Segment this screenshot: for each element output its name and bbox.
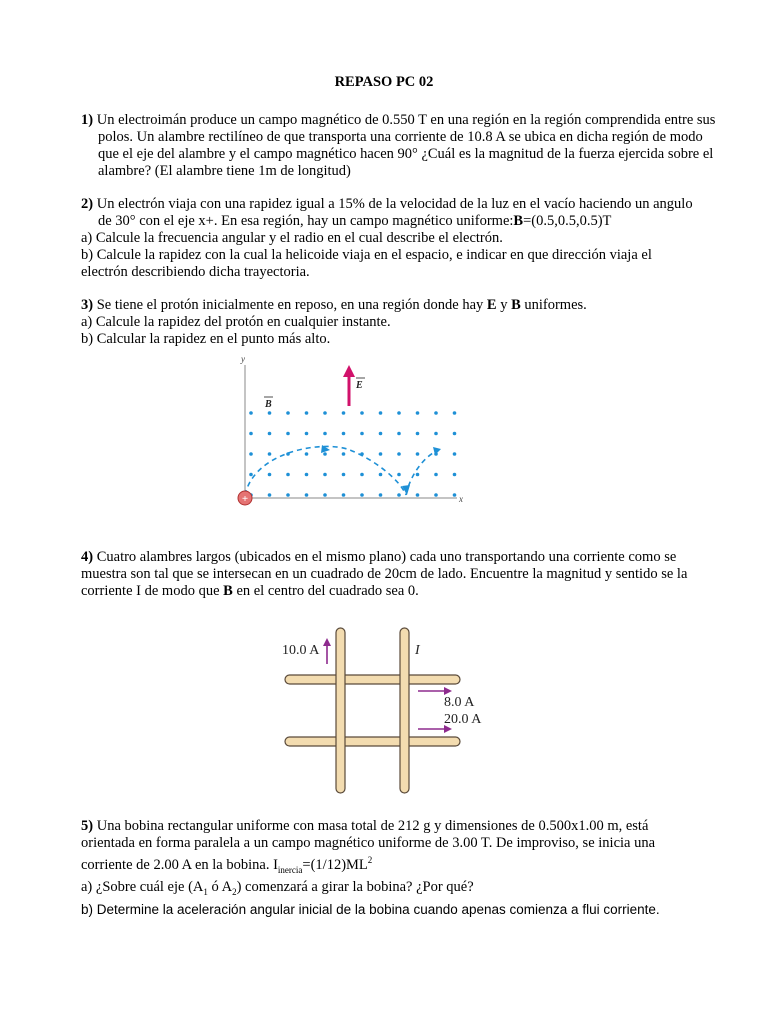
problem-5: [81, 818, 701, 918]
b-field-dot: [323, 493, 327, 497]
b-field-dot: [360, 432, 364, 436]
b-field-dot: [286, 411, 290, 415]
problem-5-number: 5): [81, 818, 94, 834]
problem-2-field-value: =(0.5,0.5,0.5)T: [523, 213, 612, 229]
e-field-arrowhead: [343, 365, 355, 377]
b-field-dot: [434, 493, 438, 497]
b-field-dot: [379, 493, 383, 497]
b-field-dot: [397, 493, 401, 497]
b-field-dot: [342, 432, 346, 436]
problem-3-part-a: a) Calcule la rapidez del protón en cualquier instante.: [81, 314, 391, 330]
b-field-dot: [416, 432, 420, 436]
b-field-dot: [397, 473, 401, 477]
problem-5-part-b: b) Determine la aceleración angular inicial de la bobina cuando apenas comienza a flui corriente.: [81, 901, 660, 917]
b-field-dot: [453, 452, 457, 456]
problem-2: [81, 196, 701, 281]
b-field-dot: [249, 452, 253, 456]
cross-overlap-1: [337, 675, 344, 684]
b-field-dot: [305, 493, 309, 497]
b-field-dot: [379, 452, 383, 456]
current-label-20a: 20.0 A: [444, 712, 482, 727]
b-field-dot: [268, 411, 272, 415]
e-field-label: E: [356, 380, 363, 391]
inertia-superscript: 2: [367, 855, 373, 865]
part-a-start: a) ¿Sobre cuál eje (A: [81, 878, 204, 895]
current-label-i: I: [415, 643, 420, 658]
problem-4-text-end: en el centro del cuadrado sea 0.: [236, 583, 419, 599]
b-field-dot: [379, 432, 383, 436]
b-field-dot: [323, 473, 327, 477]
problem-2-text: Un electrón viaja con una rapidez igual a 15% de la velocidad de la luz en el vacío haciendo un angulo de 30° con el eje x+. En esa región, hay un campo magnético uniforme:: [96, 196, 693, 229]
trajectory-arc-2: [406, 450, 439, 495]
part-a-sub1: 1: [203, 886, 208, 897]
y-axis-label: y: [241, 354, 245, 364]
b-field-dot: [268, 432, 272, 436]
cross-overlap-2: [401, 675, 408, 684]
b-field-dot: [434, 473, 438, 477]
b-field-dot: [416, 473, 420, 477]
proton-charge-sign: +: [241, 493, 249, 505]
b-field-dot: [342, 411, 346, 415]
b-field-dot: [379, 473, 383, 477]
b-field-dot: [379, 411, 383, 415]
vertical-wire-right: [400, 628, 409, 793]
problem-3-number: 3): [81, 297, 94, 313]
b-field-dot: [342, 493, 346, 497]
b-field-dot: [342, 452, 346, 456]
b-field-dot: [360, 411, 364, 415]
problem-3-b-symbol: B: [511, 297, 521, 313]
horizontal-wire-bottom: [285, 737, 460, 746]
current-arrowhead-8a: [444, 687, 452, 695]
b-field-dot: [268, 493, 272, 497]
problem-2-part-a: a) Calcule la frecuencia angular y el radio en el cual describe el electrón.: [81, 230, 503, 246]
b-field-dot: [360, 493, 364, 497]
problem-1: [81, 112, 718, 180]
b-field-dot: [416, 493, 420, 497]
b-field-dot: [360, 473, 364, 477]
inertia-equation: =(1/12)ML: [302, 856, 368, 873]
problem-5-text: Una bobina rectangular uniforme con masa total de 212 g y dimensiones de 0.500x1.00 m, está orientada en forma paralela a un campo magnético uniforme de 3.00 T. De improviso, se inicia una corriente de 2.00 A en la bobina.: [81, 818, 656, 873]
b-field-dot: [305, 432, 309, 436]
b-field-dot: [342, 473, 346, 477]
b-field-dot: [305, 411, 309, 415]
b-field-dot: [434, 411, 438, 415]
problem-2-number: 2): [81, 196, 94, 212]
problem-3-and: y: [500, 297, 508, 313]
x-axis-label: x: [459, 494, 463, 504]
b-field-dots: [249, 411, 456, 497]
current-label-10a: 10.0 A: [282, 643, 320, 658]
problem-3-text: Se tiene el protón inicialmente en reposo, en una región donde hay: [96, 297, 484, 313]
b-field-dot: [286, 473, 290, 477]
problem-4: [81, 549, 701, 600]
b-field-dot: [323, 452, 327, 456]
b-field-dot: [416, 452, 420, 456]
vertical-wire-left: [336, 628, 345, 793]
b-field-dot: [397, 452, 401, 456]
b-field-dot: [323, 411, 327, 415]
b-field-dot: [434, 432, 438, 436]
proton-field-figure: [225, 350, 475, 515]
problem-1-text: Un electroimán produce un campo magnético de 0.550 T en una región en la región comprendida entre sus polos. Un alambre rectilíneo de que transporta una corriente de 10.8 A se ubica en dicha región de modo que el eje del alambre y el campo magnético hacen 90° ¿Cuál es la magnitud de la fuerza ejercida sobre el alambre? (El alambre tiene 1m de longitud): [96, 112, 716, 179]
part-a-end: ) comenzará a girar la bobina? ¿Por qué?: [236, 878, 474, 895]
b-field-dot: [249, 432, 253, 436]
b-field-dot: [397, 432, 401, 436]
problem-5-part-a: [81, 879, 701, 901]
inertia-subscript: inercia: [277, 864, 303, 875]
b-field-dot: [305, 473, 309, 477]
b-field-dot: [323, 432, 327, 436]
b-field-dot: [249, 473, 253, 477]
problem-2-part-b: b) Calcule la rapidez con la cual la helicoide viaja en el espacio, e indicar en que dirección viaja el electrón describiendo dicha trayectoria.: [81, 247, 652, 280]
b-field-dot: [453, 432, 457, 436]
b-field-label: B: [265, 399, 272, 410]
b-field-dot: [268, 452, 272, 456]
problem-2-field-symbol: B: [513, 213, 524, 229]
inertia-formula: [273, 857, 372, 873]
cross-overlap-4: [401, 737, 408, 746]
part-a-sub2: 2: [232, 886, 237, 897]
problem-1-number: 1): [81, 112, 94, 128]
b-field-dot: [453, 493, 457, 497]
problem-3: [81, 297, 701, 348]
inertia-symbol: I: [273, 856, 278, 873]
part-a-mid: ó A: [207, 878, 233, 895]
cross-overlap-3: [337, 737, 344, 746]
problem-3-text-end: uniformes.: [524, 297, 587, 313]
b-field-dot: [416, 411, 420, 415]
b-field-dot: [268, 473, 272, 477]
current-label-8a: 8.0 A: [444, 695, 475, 710]
problem-4-b-symbol: B: [223, 583, 233, 599]
problem-4-text: Cuatro alambres largos (ubicados en el mismo plano) cada uno transportando una corriente como se muestra son tal que se intersecan en un cuadrado de 20cm de lado. Encuentre la magnitud y sentido se la corriente I de modo que: [81, 549, 688, 599]
problem-3-part-b: b) Calcular la rapidez en el punto más alto.: [81, 331, 331, 347]
problem-4-number: 4): [81, 549, 94, 565]
b-field-dot: [453, 411, 457, 415]
current-arrowhead-10a: [323, 638, 331, 646]
b-field-dot: [286, 432, 290, 436]
problem-3-e-symbol: E: [486, 297, 497, 313]
page-title: REPASO PC 02: [334, 74, 434, 90]
horizontal-wire-top: [285, 675, 460, 684]
b-field-dot: [286, 493, 290, 497]
b-field-dot: [249, 411, 253, 415]
b-field-dot: [453, 473, 457, 477]
four-wires-figure: [270, 620, 500, 800]
b-field-dot: [397, 411, 401, 415]
b-field-dot: [305, 452, 309, 456]
